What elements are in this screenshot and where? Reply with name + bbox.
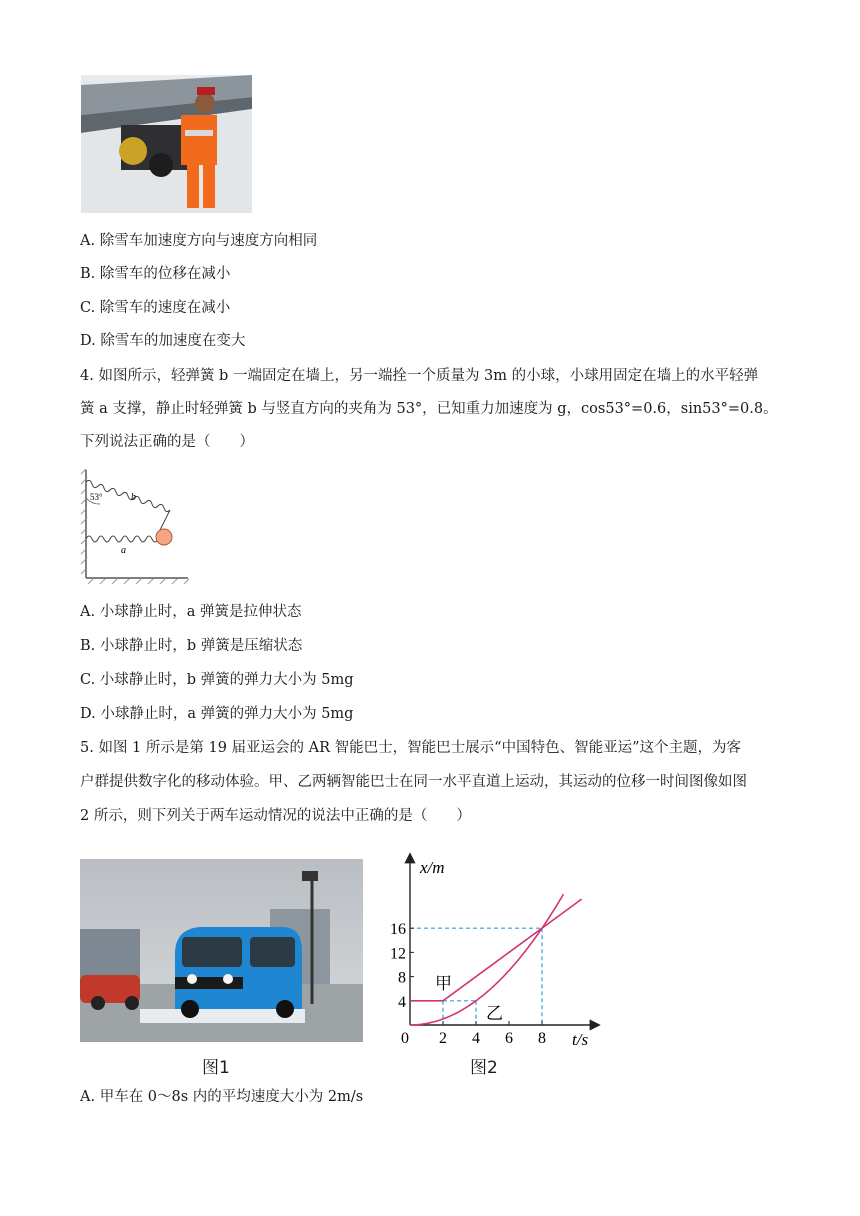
q4-stem-line-3: 下列说法正确的是（ ） [80,434,254,450]
figure-2-caption: 图2 [470,1058,498,1078]
q4-option-c: C. 小球静止时，b 弹簧的弹力大小为 5mg [80,672,354,688]
y-tick-label: 8 [398,969,406,987]
q4-option-a: A. 小球静止时，a 弹簧是拉伸状态 [80,604,302,620]
x-tick-label: 6 [505,1030,513,1045]
xt-chart-svg [380,845,610,1045]
series-jia-label: 甲 [435,973,452,993]
q4-option-b: B. 小球静止时，b 弹簧是压缩状态 [80,638,303,654]
snow-removal-photo [81,75,252,213]
series-yi-label: 乙 [486,1003,503,1023]
q5-option-a: A. 甲车在 0～8s 内的平均速度大小为 2m/s [80,1089,364,1105]
q4-stem-line-2: 簧 a 支撑，静止时轻弹簧 b 与竖直方向的夹角为 53°，已知重力加速度为 g，cos53°=0.6，sin53°=0.8。 [80,401,778,417]
xt-chart [380,845,610,1045]
spring-a-label: a [121,545,126,556]
spring-ball-figure [78,468,193,586]
q3-option-d: D. 除雪车的加速度在变大 [80,333,246,349]
q5-stem-line-3: 2 所示，则下列关于两车运动情况的说法中正确的是（ ） [80,808,471,824]
q3-option-b: B. 除雪车的位移在减小 [80,266,231,282]
y-tick-label: 4 [398,993,406,1011]
q3-option-c: C. 除雪车的速度在减小 [80,300,231,316]
x-tick-label: 2 [439,1030,447,1045]
q4-stem-line-1: 4. 如图所示，轻弹簧 b 一端固定在墙上，另一端拴一个质量为 3m 的小球，小球用固定在墙上的水平轻弹 [80,368,759,384]
y-tick-label: 12 [390,945,406,963]
smart-bus-photo [80,859,363,1042]
angle-label: 53° [90,492,103,502]
y-axis-label: x/m [420,858,445,877]
q5-stem-line-1: 5. 如图 1 所示是第 19 届亚运会的 AR 智能巴士，智能巴士展示“中国特色、智能亚运”这个主题，为客 [80,740,741,756]
x-tick-label: 0 [401,1030,409,1045]
q5-stem-line-2: 户群提供数字化的移动体验。甲、乙两辆智能巴士在同一水平直道上运动，其运动的位移一时间图像如图 [80,774,747,790]
x-tick-label: 8 [538,1030,546,1045]
figure-1-caption: 图1 [202,1058,230,1078]
y-tick-label: 16 [390,921,406,939]
q3-option-a: A. 除雪车加速度方向与速度方向相同 [80,233,318,249]
spring-b-label: b [131,492,136,503]
x-axis-label: t/s [572,1030,589,1045]
q4-option-d: D. 小球静止时，a 弹簧的弹力大小为 5mg [80,706,354,722]
x-tick-label: 4 [472,1030,480,1045]
